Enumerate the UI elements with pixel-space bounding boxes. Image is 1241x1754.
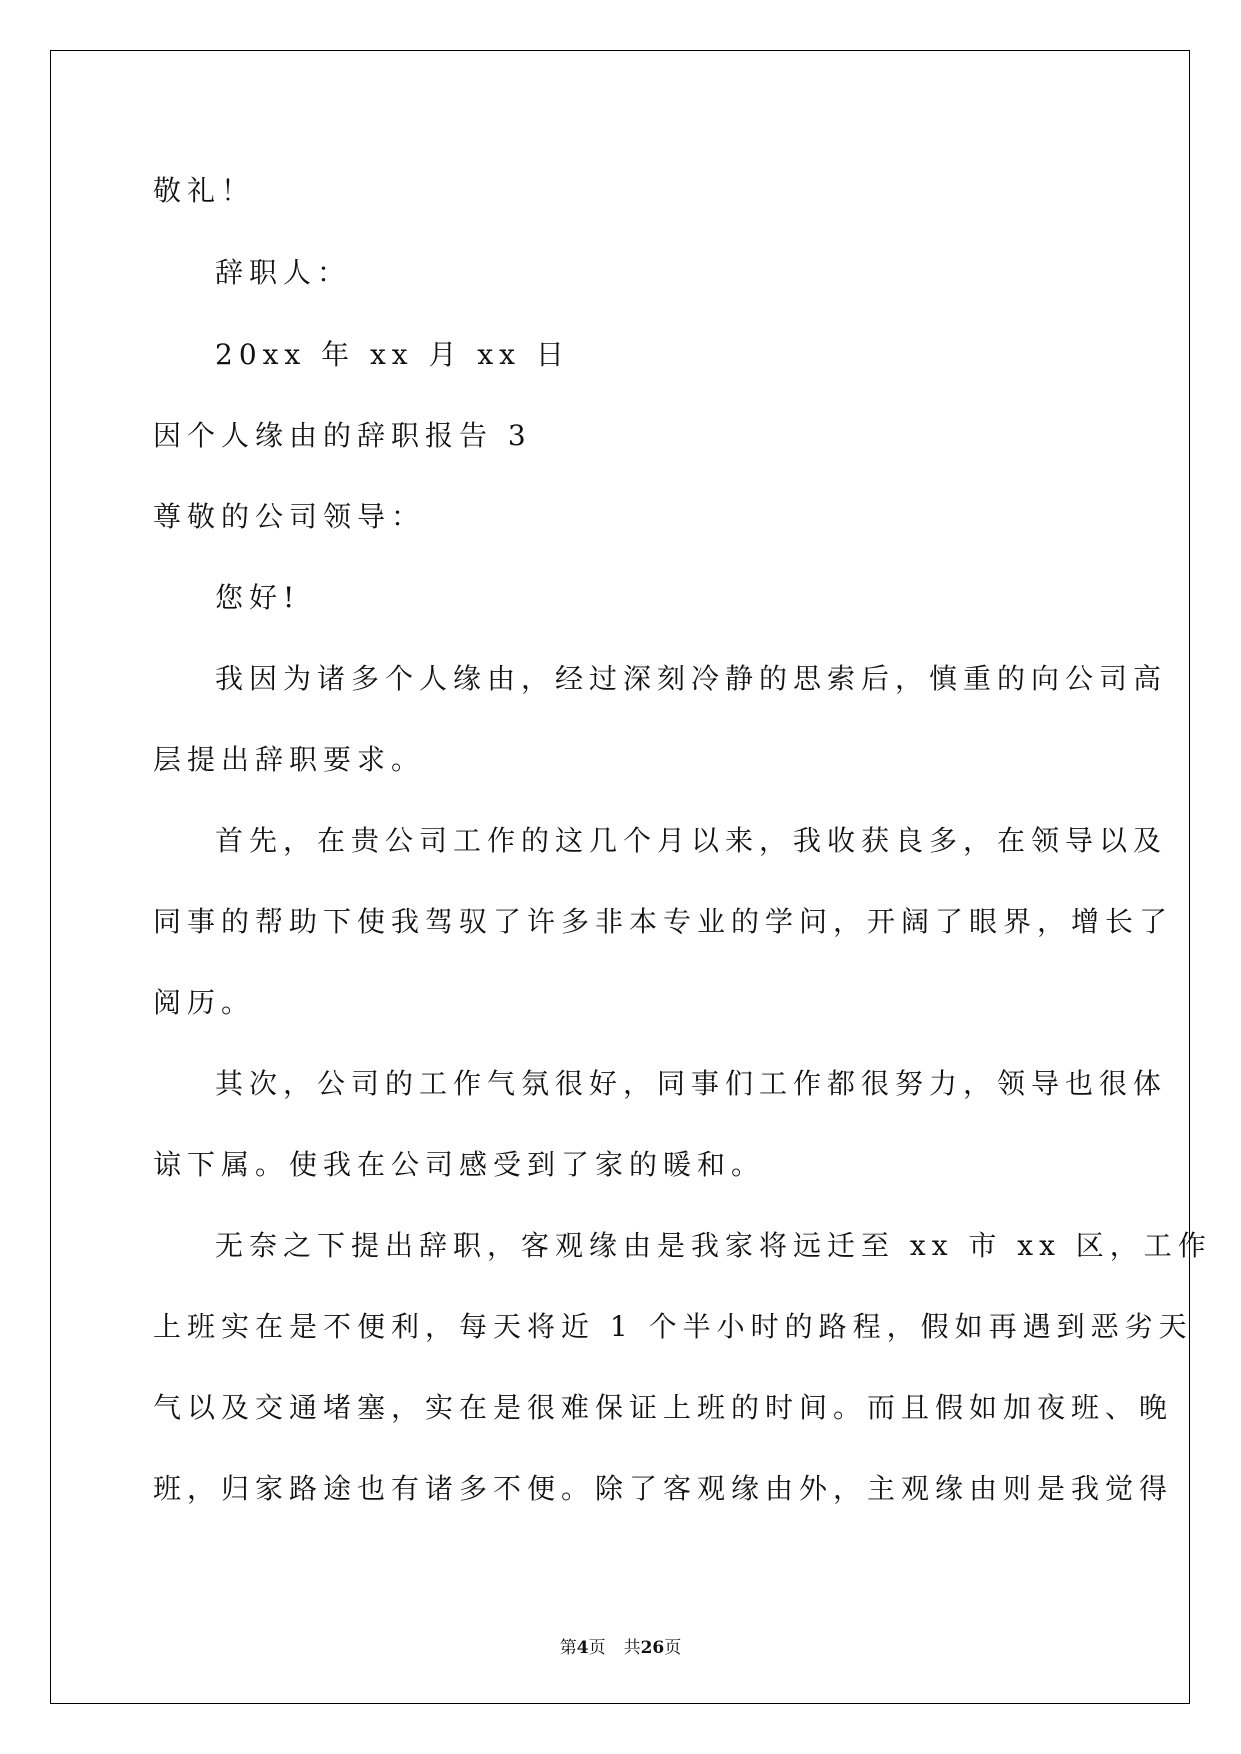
paragraph-line: 首先，在贵公司工作的这几个月以来，我收获良多，在领导以及 [215,824,1168,857]
page-suffix: 页 [588,1638,606,1658]
paragraph-line: 无奈之下提出辞职，客观缘由是我家将远迁至 xx 市 xx 区，工作 [215,1229,1212,1262]
page-border [50,50,1212,1704]
section-title: 因个人缘由的辞职报告 3 [153,419,532,452]
page-number: 4 [576,1638,589,1658]
paragraph-line: 上班实在是不便利，每天将近 1 个半小时的路程，假如再遇到恶劣天 [153,1310,1193,1343]
greeting: 您好! [215,581,301,614]
date-line: 20xx 年 xx 月 xx 日 [215,338,570,371]
paragraph-line: 层提出辞职要求。 [153,743,426,776]
paragraph-line: 其次，公司的工作气氛很好，同事们工作都很努力，领导也很体 [215,1067,1168,1100]
total-pages: 26 [640,1638,665,1658]
paragraph-line: 班，归家路途也有诸多不便。除了客观缘由外，主观缘由则是我觉得 [153,1472,1174,1505]
total-prefix: 共 [623,1638,641,1658]
paragraph-line: 我因为诸多个人缘由，经过深刻冷静的思索后，慎重的向公司高 [215,662,1168,695]
salutation: 尊敬的公司领导： [153,500,426,533]
paragraph-line: 阅历。 [153,986,256,1019]
total-suffix: 页 [664,1638,682,1658]
signature-label: 辞职人： [215,256,352,289]
closing-salute: 敬礼！ [153,174,256,207]
page-prefix: 第 [559,1638,577,1658]
paragraph-line: 同事的帮助下使我驾驭了许多非本专业的学问，开阔了眼界，增长了 [153,905,1174,938]
paragraph-line: 谅下属。使我在公司感受到了家的暖和。 [153,1148,766,1181]
page-footer [0,1633,1241,1658]
paragraph-line: 气以及交通堵塞，实在是很难保证上班的时间。而且假如加夜班、晚 [153,1391,1174,1424]
